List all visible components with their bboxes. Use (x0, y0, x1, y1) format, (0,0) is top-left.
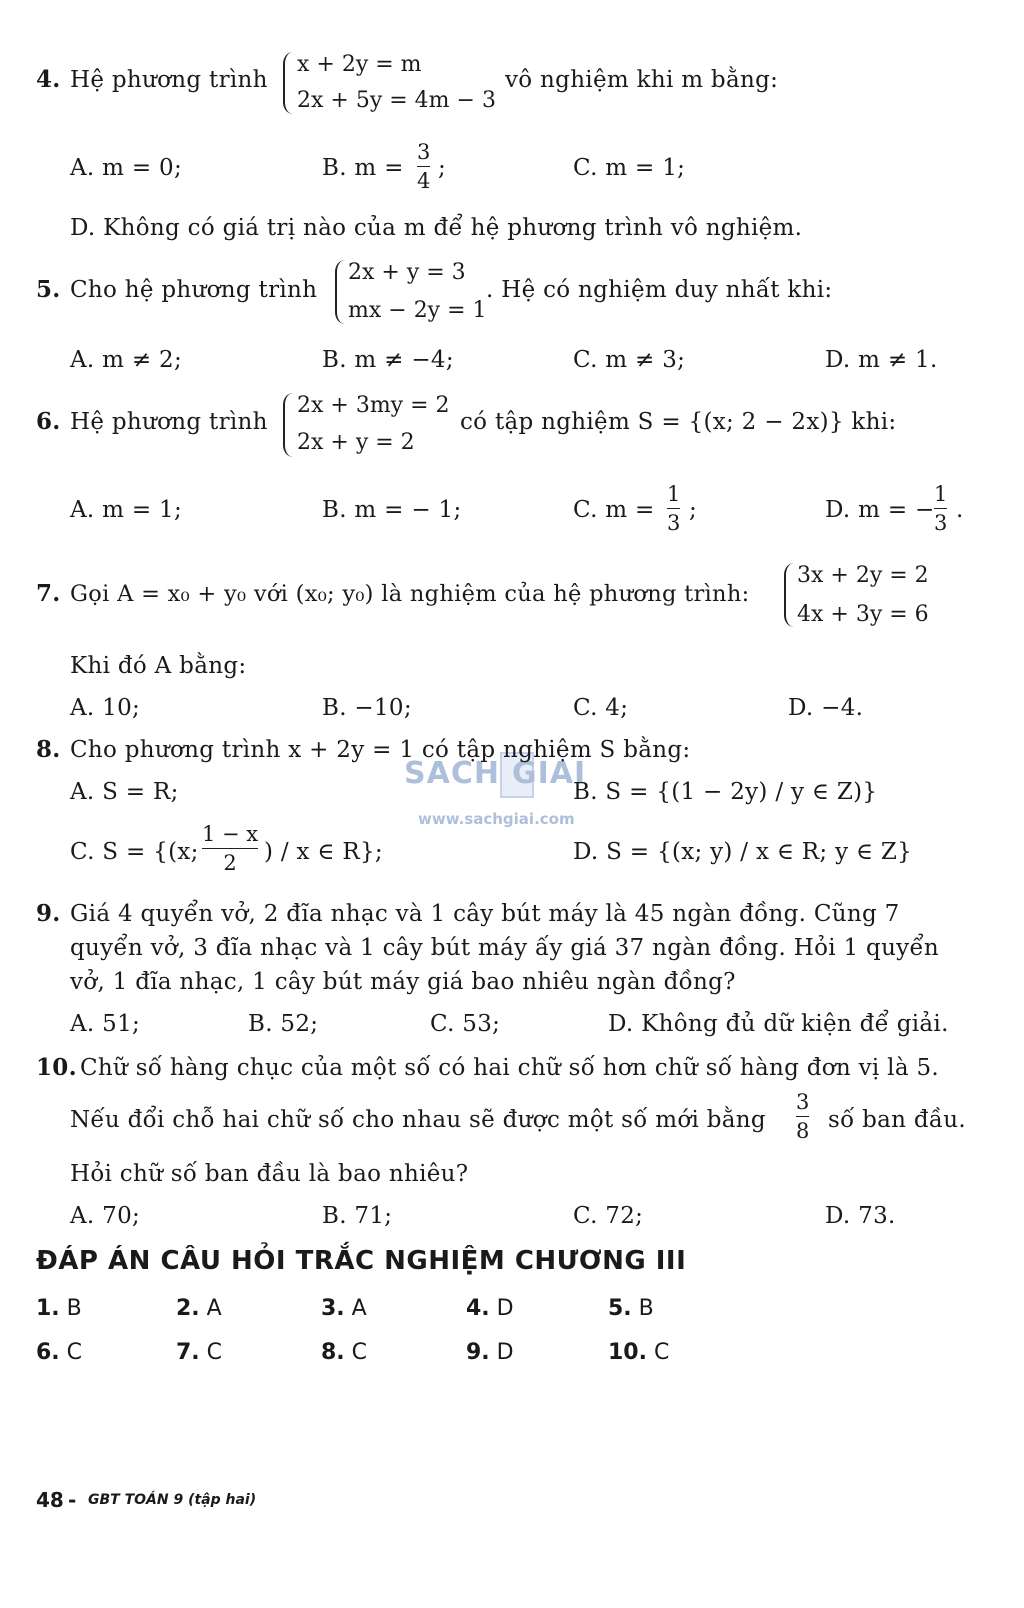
answer-item: 4. D (466, 1296, 514, 1321)
option-c-prefix: C. S = {(x; (70, 839, 199, 865)
numerator: 1 (667, 482, 681, 506)
question-text-line-2: quyển vở, 3 đĩa nhạc và 1 cây bút máy ấy giá 37 ngàn đồng. Hỏi 1 quyển (70, 935, 940, 961)
numerator: 1 (934, 482, 948, 506)
fraction-bar (417, 166, 430, 167)
option-b-prefix: B. m = (322, 155, 404, 181)
answer-item: 8. C (321, 1340, 368, 1365)
question-text-tail: . Hệ có nghiệm duy nhất khi: (486, 277, 833, 303)
equation-2: 4x + 3y = 6 (797, 602, 929, 627)
option-d: D. 73. (825, 1203, 896, 1229)
equation-2: 2x + y = 2 (297, 430, 415, 455)
question-text-tail: vô nghiệm khi m bằng: (505, 67, 779, 93)
numerator: 1 − x (202, 822, 259, 846)
question-text-line-1: Chữ số hàng chục của một số có hai chữ số hơn chữ số hàng đơn vị là 5. (80, 1055, 939, 1081)
numerator: 3 (796, 1090, 810, 1114)
page-number: 48 (36, 1488, 64, 1512)
option-b: B. S = {(1 − 2y) / y ∈ Z)} (573, 779, 878, 805)
option-b: B. 71; (322, 1203, 393, 1229)
fraction (667, 482, 680, 535)
option-c: C. 53; (430, 1011, 501, 1037)
option-d: D. −4. (788, 695, 864, 721)
option-c-suffix: ; (689, 497, 698, 523)
answer-item: 7. C (176, 1340, 223, 1365)
option-c: C. 72; (573, 1203, 644, 1229)
denominator: 3 (934, 511, 948, 535)
watermark-logo-left: SACH (404, 756, 500, 791)
option-d: D. Không có giá trị nào của m để hệ phương trình vô nghiệm. (70, 215, 803, 241)
equation-1: x + 2y = m (297, 52, 422, 77)
watermark-logo-right: GIAI (512, 756, 587, 791)
option-d-prefix: D. m = − (825, 497, 935, 523)
fraction (934, 482, 947, 535)
equation-2: 2x + 5y = 4m − 3 (297, 88, 496, 113)
answer-item: 1. B (36, 1296, 82, 1321)
question-number: 7. (36, 580, 61, 607)
answer-item: 9. D (466, 1340, 514, 1365)
option-a: A. 70; (70, 1203, 141, 1229)
question-number: 9. (36, 900, 61, 927)
option-b: B. m = − 1; (322, 497, 462, 523)
option-b: B. m ≠ −4; (322, 347, 454, 373)
denominator: 4 (417, 169, 431, 193)
question-text-line-2-tail: số ban đầu. (828, 1107, 966, 1133)
option-c: C. m = 1; (573, 155, 686, 181)
question-text: Hệ phương trình (70, 409, 268, 435)
option-d: D. S = {(x; y) / x ∈ R; y ∈ Z} (573, 839, 913, 865)
answer-item: 10. C (608, 1340, 670, 1365)
fraction-bar (796, 1116, 809, 1117)
option-a: A. S = R; (70, 779, 179, 805)
system-brace (283, 393, 293, 457)
denominator: 2 (223, 851, 237, 875)
option-a: A. 10; (70, 695, 141, 721)
denominator: 8 (796, 1119, 810, 1143)
option-a: A. m = 0; (70, 155, 183, 181)
fraction-bar (934, 508, 947, 509)
question-text-line-3: vở, 1 đĩa nhạc, 1 cây bút máy giá bao nhiêu ngàn đồng? (70, 969, 736, 995)
denominator: 3 (667, 511, 681, 535)
equation-2: mx − 2y = 1 (348, 298, 487, 323)
fraction-bar (202, 848, 258, 849)
watermark-url: www.sachgiai.com (418, 810, 575, 828)
answer-item: 2. A (176, 1296, 222, 1321)
question-text: Gọi A = x₀ + y₀ với (x₀; y₀) là nghiệm của hệ phương trình: (70, 581, 750, 607)
question-text: Cho hệ phương trình (70, 277, 318, 303)
system-brace (335, 260, 345, 324)
option-c-prefix: C. m = (573, 497, 655, 523)
option-b-suffix: ; (438, 155, 447, 181)
equation-1: 2x + 3my = 2 (297, 393, 450, 418)
system-brace (784, 563, 794, 627)
question-number: 10. (36, 1054, 77, 1081)
answer-item: 3. A (321, 1296, 367, 1321)
option-d-suffix: . (956, 497, 964, 523)
question-number: 4. (36, 66, 61, 93)
option-d: D. Không đủ dữ kiện để giải. (608, 1011, 949, 1037)
option-b: B. 52; (248, 1011, 319, 1037)
fraction (417, 140, 430, 193)
fraction-bar (667, 508, 680, 509)
option-b: B. −10; (322, 695, 412, 721)
option-d: D. m ≠ 1. (825, 347, 938, 373)
option-a: A. m = 1; (70, 497, 183, 523)
answer-item: 6. C (36, 1340, 83, 1365)
equation-1: 2x + y = 3 (348, 260, 466, 285)
fraction (796, 1090, 809, 1143)
question-number: 8. (36, 736, 61, 763)
answer-key-heading: ĐÁP ÁN CÂU HỎI TRẮC NGHIỆM CHƯƠNG III (36, 1246, 687, 1276)
answer-item: 5. B (608, 1296, 654, 1321)
book-title: GBT TOÁN 9 (tập hai) (88, 1492, 257, 1508)
question-text: Cho phương trình x + 2y = 1 có tập nghiệm S bằng: (70, 737, 691, 763)
question-text-line-3: Hỏi chữ số ban đầu là bao nhiêu? (70, 1161, 469, 1187)
option-a: A. m ≠ 2; (70, 347, 183, 373)
option-c: C. m ≠ 3; (573, 347, 686, 373)
option-a: A. 51; (70, 1011, 141, 1037)
footer-separator: - (68, 1488, 77, 1512)
question-text-tail: có tập nghiệm S = {(x; 2 − 2x)} khi: (460, 409, 897, 435)
fraction (202, 822, 258, 875)
question-text-line-1: Giá 4 quyển vở, 2 đĩa nhạc và 1 cây bút máy là 45 ngàn đồng. Cũng 7 (70, 901, 900, 927)
question-subtext: Khi đó A bằng: (70, 653, 247, 679)
equation-1: 3x + 2y = 2 (797, 563, 929, 588)
option-c-suffix: ) / x ∈ R}; (264, 839, 383, 865)
question-number: 5. (36, 276, 61, 303)
question-text: Hệ phương trình (70, 67, 268, 93)
question-number: 6. (36, 408, 61, 435)
option-c: C. 4; (573, 695, 629, 721)
question-text-line-2: Nếu đổi chỗ hai chữ số cho nhau sẽ được một số mới bằng (70, 1107, 766, 1133)
numerator: 3 (417, 140, 431, 164)
system-brace (283, 52, 293, 114)
